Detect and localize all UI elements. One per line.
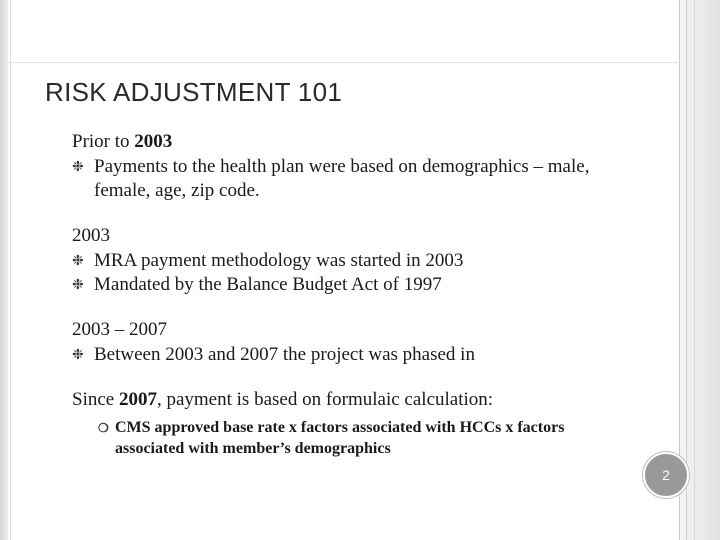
- sub-bullet-icon: ❍: [98, 421, 109, 435]
- bullet-icon: ❉: [72, 348, 84, 363]
- section-heading: 2003: [72, 225, 110, 246]
- bullet-item: ❉ Between 2003 and 2007 the project was phased in: [72, 343, 632, 367]
- title-divider: [8, 62, 680, 63]
- section-prior-2003: [72, 129, 632, 203]
- bullet-item: ❉ Mandated by the Balance Budget Act of 1997: [72, 273, 632, 297]
- bullet-icon: ❉: [72, 254, 84, 269]
- section-since-2007: [72, 387, 632, 459]
- slide-body: [72, 129, 632, 479]
- section-heading: Since 2007, payment is based on formulaic calculation:: [72, 389, 494, 410]
- sub-bullet-item: ❍ CMS approved base rate x factors associated with HCCs x factors associated with member’s demographics: [98, 419, 565, 457]
- right-frame-border: [679, 0, 720, 540]
- bullet-item: ❉ MRA payment methodology was started in 2003: [72, 249, 632, 273]
- section-2003-2007: [72, 317, 632, 367]
- page-number-badge: 2: [643, 452, 689, 498]
- left-frame-border: [0, 0, 8, 540]
- bullet-item: ❉ Payments to the health plan were based on demographics – male, female, age, zip code.: [72, 156, 590, 201]
- section-heading: Prior to 2003: [72, 131, 173, 152]
- slide-title: RISK ADJUSTMENT 101: [45, 77, 343, 107]
- bullet-icon: ❉: [72, 160, 84, 175]
- section-heading: 2003 – 2007: [72, 319, 167, 340]
- bullet-icon: ❉: [72, 278, 84, 293]
- section-2003: [72, 223, 632, 297]
